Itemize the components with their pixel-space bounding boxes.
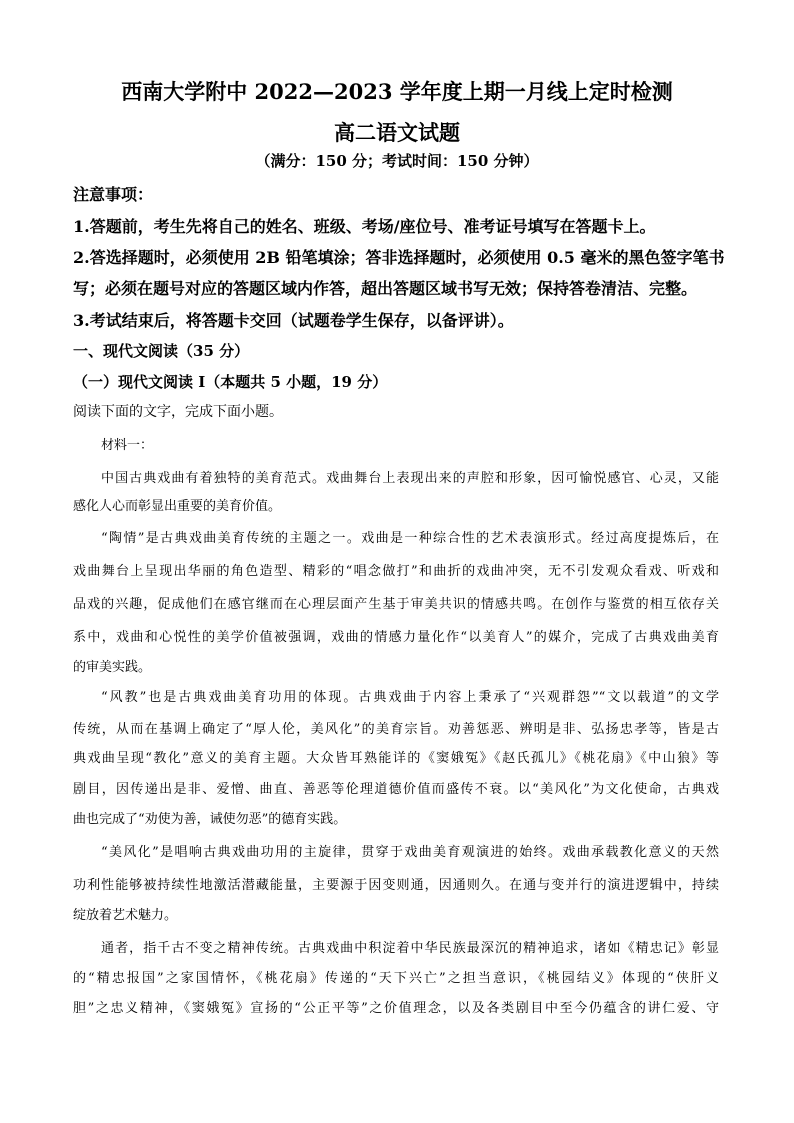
notice-item-1: 1.答题前，考生先将自己的姓名、班级、考场/座位号、准考证号填写在答题卡上。 xyxy=(73,217,656,236)
material-line: 胆”之忠义精神，《窦娥冤》宣扬的“公正平等”之价值理念，以及各类剧目中至今仍蕴含的讲仁爱、守 xyxy=(73,1001,719,1016)
material-line: 功利性能够被持续性地激活潜藏能量，主要源于因变则通，因通则久。在通与变并行的演进逻辑中，持续 xyxy=(73,878,719,893)
material-line: 典戏曲呈现“教化”意义的美育主题。大众皆耳熟能详的《窦娥冤》《赵氏孤儿》《桃花扇》《中山狼》等 xyxy=(73,751,719,766)
material-line: 剧目，因传递出是非、爱憎、曲直、善恶等伦理道德价值而盛传不衰。以“美风化”为文化使命，古典戏 xyxy=(73,782,719,797)
notice-item-2-line-1: 2.答选择题时，必须使用 2B 铅笔填涂；答非选择题时，必须使用 0.5 毫米的黑色签字笔书 xyxy=(73,248,725,267)
material-line: 感化人心而彰显出重要的美育价值。 xyxy=(73,499,282,514)
exam-title: 西南大学附中 2022—2023 学年度上期一月线上定时检测 xyxy=(121,79,673,104)
reading-instruction: 阅读下面的文字，完成下面小题。 xyxy=(73,404,283,420)
exam-subtitle: 高二语文试题 xyxy=(334,120,460,145)
section-heading: 一、现代文阅读（35 分） xyxy=(73,342,250,360)
exam-meta: （满分：150 分；考试时间：150 分钟） xyxy=(255,152,539,170)
material-line: 戏曲舞台上呈现出华丽的角色造型、精彩的“唱念做打”和曲折的戏曲冲突，无不引发观众看戏、听戏和 xyxy=(73,564,719,579)
material-label: 材料一： xyxy=(101,438,154,453)
notice-heading: 注意事项： xyxy=(73,185,154,204)
material-line: “陶情”是古典戏曲美育传统的主题之一。戏曲是一种综合性的艺术表演形式。经过高度提炼后，在 xyxy=(101,531,719,546)
material-line: 曲也完成了“劝使为善，诫使勿恶”的德育实践。 xyxy=(73,812,347,827)
material-line: 中国古典戏曲有着独特的美育范式。戏曲舞台上表现出来的声腔和形象，因可愉悦感官、心灵，又能 xyxy=(101,471,719,486)
material-line: 传统，从而在基调上确定了“厚人伦，美风化”的美育宗旨。劝善惩恶、辨明是非、弘扬忠孝等，皆是古 xyxy=(73,722,719,737)
material-line: 通者，指千古不变之精神传统。古典戏曲中积淀着中华民族最深沉的精神追求，诸如《精忠记》彰显 xyxy=(101,941,719,956)
material-line: “风教”也是古典戏曲美育功用的体现。古典戏曲于内容上秉承了“兴观群怨”“文以载道”的文学 xyxy=(101,690,719,705)
notice-item-3: 3.考试结束后，将答题卡交回（试题卷学生保存，以备评讲）。 xyxy=(73,311,514,330)
sub-section-heading: （一）现代文阅读 I（本题共 5 小题，19 分） xyxy=(73,373,388,391)
material-line: 的审美实践。 xyxy=(73,660,152,675)
material-line: 的“精忠报国”之家国情怀，《桃花扇》传递的“天下兴亡”之担当意识，《桃园结义》体现的“侠肝义 xyxy=(73,971,719,986)
notice-item-2-line-2: 写；必须在题号对应的答题区域内作答，超出答题区域书写无效；保持答卷清洁、完整。 xyxy=(73,279,698,298)
material-line: 绽放着艺术魅力。 xyxy=(73,908,178,923)
material-line: “美风化”是唱响古典戏曲功用的主旋律，贯穿于戏曲美育观演进的始终。戏曲承载教化意义的天然 xyxy=(101,845,719,860)
material-line: 系中，戏曲和心悦性的美学价值被强调，戏曲的情感力量化作“以美育人”的媒介，完成了古典戏曲美育 xyxy=(73,630,719,645)
material-line: 品戏的兴趣，促成他们在感官继而在心理层面产生基于审美共识的情感共鸣。在创作与鉴赏的相互依存关 xyxy=(73,597,719,612)
